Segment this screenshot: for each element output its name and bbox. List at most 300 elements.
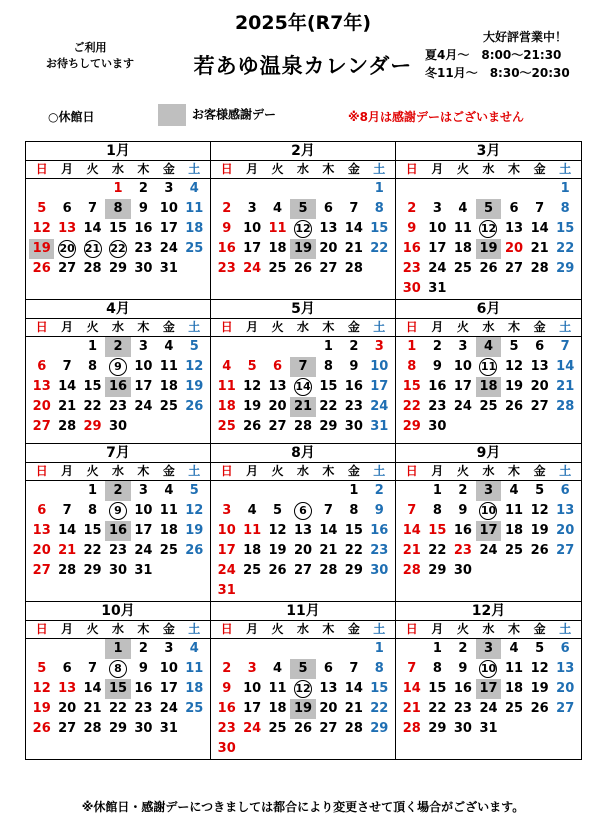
weekday-label: 木 xyxy=(508,464,521,478)
empty-cell xyxy=(214,179,239,199)
week-row xyxy=(396,397,581,417)
weekday-header xyxy=(396,161,581,179)
legend-thanks xyxy=(158,104,276,126)
day-cell: 31 xyxy=(134,563,153,578)
day-cell: 21 xyxy=(319,543,338,558)
day-cell: 27 xyxy=(32,419,51,434)
day-cell: 11 xyxy=(185,661,204,676)
weekday-header xyxy=(396,463,581,481)
greeting-line-1: ご利用 xyxy=(73,41,107,54)
day-cell: 18 xyxy=(159,523,178,538)
month-label: 11月 xyxy=(211,602,395,621)
day-cell: 7 xyxy=(349,661,359,676)
weekday-label: 水 xyxy=(482,162,495,176)
day-cell: 19 xyxy=(530,681,549,696)
weekday-header xyxy=(26,463,210,481)
month-label: 7月 xyxy=(26,444,210,463)
hours-title: 大好評営業中！ xyxy=(483,30,568,44)
weekday-header xyxy=(396,319,581,337)
month-label: 8月 xyxy=(211,444,395,463)
thanks-day-cell: 3 xyxy=(476,639,502,659)
day-cell: 5 xyxy=(189,483,199,498)
weekday-label: 金 xyxy=(533,622,546,636)
weekday-label: 土 xyxy=(373,162,386,176)
day-cell: 21 xyxy=(58,543,77,558)
day-cell: 3 xyxy=(247,661,257,676)
week-row xyxy=(211,337,395,357)
weekday-label: 水 xyxy=(296,622,309,636)
week-row xyxy=(211,719,395,739)
day-cell: 27 xyxy=(556,543,575,558)
day-cell: 31 xyxy=(217,583,236,598)
day-cell: 23 xyxy=(370,543,389,558)
week-row xyxy=(26,377,210,397)
month-label: 3月 xyxy=(396,142,581,161)
day-cell: 21 xyxy=(58,399,77,414)
week-row xyxy=(211,199,395,219)
day-cell: 25 xyxy=(479,399,498,414)
day-cell: 20 xyxy=(505,241,524,256)
day-cell: 20 xyxy=(268,399,287,414)
weekday-label: 日 xyxy=(35,464,48,478)
weekday-label: 土 xyxy=(559,162,572,176)
day-cell: 17 xyxy=(428,241,447,256)
closed-day-cell: 9 xyxy=(105,357,130,377)
week-row xyxy=(396,541,581,561)
day-cell: 31 xyxy=(159,721,178,736)
day-cell: 11 xyxy=(185,201,204,216)
weekday-label: 金 xyxy=(162,320,175,334)
weekday-label: 水 xyxy=(111,622,124,636)
day-cell: 28 xyxy=(344,261,363,276)
day-cell: 2 xyxy=(407,201,417,216)
empty-cell xyxy=(214,481,239,501)
thanks-day-cell: 5 xyxy=(290,659,315,679)
thanks-day-cell: 21 xyxy=(290,397,315,417)
week-row xyxy=(26,397,210,417)
day-cell: 4 xyxy=(164,339,174,354)
weekday-label: 木 xyxy=(322,162,335,176)
week-row xyxy=(396,179,581,199)
day-cell: 9 xyxy=(458,503,468,518)
weekday-label: 日 xyxy=(220,162,233,176)
day-cell: 28 xyxy=(556,399,575,414)
day-cell: 23 xyxy=(402,261,421,276)
weekday-header xyxy=(26,319,210,337)
day-cell: 13 xyxy=(268,379,287,394)
day-cell: 27 xyxy=(505,261,524,276)
month-8 xyxy=(211,444,396,602)
weekday-label: 月 xyxy=(246,464,259,478)
week-row xyxy=(396,239,581,259)
day-cell: 2 xyxy=(349,339,359,354)
month-12 xyxy=(396,602,581,759)
empty-cell xyxy=(501,179,527,199)
week-row xyxy=(396,719,581,739)
day-cell: 13 xyxy=(32,523,51,538)
day-cell: 9 xyxy=(138,661,148,676)
weekday-label: 土 xyxy=(188,320,201,334)
thanks-day-cell: 2 xyxy=(105,337,130,357)
day-cell: 28 xyxy=(402,563,421,578)
weekday-label: 月 xyxy=(61,320,74,334)
day-cell: 24 xyxy=(370,399,389,414)
empty-cell xyxy=(450,179,476,199)
thanks-day-cell: 8 xyxy=(105,199,130,219)
day-cell: 11 xyxy=(453,221,472,236)
day-cell: 17 xyxy=(134,379,153,394)
day-cell: 7 xyxy=(560,339,570,354)
day-cell: 18 xyxy=(217,399,236,414)
day-cell: 3 xyxy=(432,201,442,216)
weekday-label: 日 xyxy=(405,320,418,334)
empty-cell xyxy=(265,337,290,357)
day-cell: 1 xyxy=(349,483,359,498)
week-row xyxy=(26,417,210,437)
day-cell: 16 xyxy=(217,241,236,256)
day-cell: 27 xyxy=(556,701,575,716)
day-cell: 21 xyxy=(344,241,363,256)
closed-day-cell: 8 xyxy=(105,659,130,679)
empty-cell xyxy=(265,179,290,199)
day-cell: 4 xyxy=(189,641,199,656)
weekday-label: 水 xyxy=(482,464,495,478)
day-cell: 8 xyxy=(374,661,384,676)
day-cell: 14 xyxy=(344,681,363,696)
day-cell: 3 xyxy=(247,201,257,216)
legend-closed: ○休館日 xyxy=(48,110,95,124)
day-cell: 13 xyxy=(530,359,549,374)
week-row xyxy=(211,259,395,279)
weekday-label: 火 xyxy=(271,162,284,176)
august-note: ※8月は感謝デーはございません xyxy=(348,110,525,124)
day-cell: 16 xyxy=(344,379,363,394)
day-cell: 2 xyxy=(374,483,384,498)
weekday-label: 日 xyxy=(35,320,48,334)
day-cell: 30 xyxy=(108,563,128,578)
day-cell: 17 xyxy=(243,701,262,716)
day-cell: 22 xyxy=(83,543,102,558)
empty-cell xyxy=(290,179,315,199)
day-cell: 24 xyxy=(134,543,153,558)
weekday-label: 日 xyxy=(35,622,48,636)
day-cell: 8 xyxy=(374,201,384,216)
day-cell: 18 xyxy=(268,701,287,716)
weekday-label: 水 xyxy=(111,320,124,334)
empty-cell xyxy=(54,481,79,501)
week-row xyxy=(211,739,395,759)
week-row xyxy=(26,541,210,561)
day-cell: 4 xyxy=(247,503,257,518)
day-cell: 1 xyxy=(323,339,333,354)
day-cell: 23 xyxy=(108,399,128,414)
week-row xyxy=(26,639,210,659)
weekday-label: 火 xyxy=(456,162,469,176)
day-cell: 3 xyxy=(222,503,232,518)
day-cell: 30 xyxy=(370,563,389,578)
day-cell: 4 xyxy=(273,661,283,676)
day-cell: 16 xyxy=(217,701,236,716)
day-cell: 16 xyxy=(134,221,153,236)
week-row xyxy=(26,219,210,239)
day-cell: 10 xyxy=(134,503,153,518)
day-cell: 1 xyxy=(374,641,384,656)
empty-cell xyxy=(29,337,54,357)
week-row xyxy=(26,199,210,219)
empty-cell xyxy=(214,337,239,357)
day-cell: 6 xyxy=(560,641,570,656)
weekday-label: 木 xyxy=(137,622,150,636)
day-cell: 12 xyxy=(268,523,287,538)
day-cell: 14 xyxy=(319,523,338,538)
day-cell: 9 xyxy=(138,201,148,216)
day-cell: 7 xyxy=(535,201,545,216)
empty-cell xyxy=(341,179,366,199)
weekday-label: 月 xyxy=(246,320,259,334)
day-cell: 30 xyxy=(428,419,447,434)
day-cell: 4 xyxy=(189,181,199,196)
weekday-label: 土 xyxy=(188,162,201,176)
day-cell: 8 xyxy=(407,359,417,374)
weekday-label: 火 xyxy=(271,320,284,334)
day-cell: 25 xyxy=(159,543,178,558)
week-row xyxy=(26,659,210,679)
day-cell: 25 xyxy=(268,721,287,736)
empty-cell xyxy=(239,179,264,199)
month-label: 2月 xyxy=(211,142,395,161)
day-cell: 8 xyxy=(88,503,98,518)
week-row xyxy=(211,179,395,199)
day-cell: 22 xyxy=(83,399,102,414)
closed-day-cell: 12 xyxy=(290,679,315,699)
day-cell: 11 xyxy=(268,681,287,696)
week-row xyxy=(211,659,395,679)
day-cell: 15 xyxy=(83,379,102,394)
week-row xyxy=(211,561,395,581)
thanks-day-cell: 16 xyxy=(105,377,130,397)
month-label: 5月 xyxy=(211,300,395,319)
day-cell: 5 xyxy=(37,201,47,216)
month-7 xyxy=(26,444,211,602)
day-cell: 17 xyxy=(159,221,178,236)
closed-day-cell: 10 xyxy=(476,659,502,679)
page-title: 2025年(R7年) xyxy=(234,12,372,34)
empty-cell xyxy=(265,639,290,659)
day-cell: 24 xyxy=(134,399,153,414)
weekday-label: 火 xyxy=(86,162,99,176)
thanks-day-cell: 2 xyxy=(105,481,130,501)
day-cell: 21 xyxy=(530,241,549,256)
day-cell: 8 xyxy=(560,201,570,216)
week-row xyxy=(211,501,395,521)
day-cell: 3 xyxy=(374,339,384,354)
thanks-day-cell: 15 xyxy=(105,679,130,699)
month-label: 1月 xyxy=(26,142,210,161)
weekday-label: 木 xyxy=(508,320,521,334)
thanks-day-cell: 17 xyxy=(476,521,502,541)
day-cell: 29 xyxy=(83,563,102,578)
week-row xyxy=(396,199,581,219)
week-row xyxy=(396,521,581,541)
day-cell: 17 xyxy=(453,379,472,394)
day-cell: 1 xyxy=(88,483,98,498)
week-row xyxy=(211,357,395,377)
week-row xyxy=(396,679,581,699)
weekday-label: 木 xyxy=(508,162,521,176)
weekday-label: 日 xyxy=(220,622,233,636)
weekday-label: 火 xyxy=(456,320,469,334)
empty-cell xyxy=(239,481,264,501)
day-cell: 24 xyxy=(217,563,236,578)
thanks-day-cell: 3 xyxy=(476,481,502,501)
day-cell: 19 xyxy=(243,399,262,414)
day-cell: 26 xyxy=(293,261,313,276)
week-row xyxy=(396,501,581,521)
day-cell: 2 xyxy=(458,483,468,498)
weekday-label: 金 xyxy=(533,162,546,176)
thanks-day-cell: 1 xyxy=(105,639,130,659)
month-6 xyxy=(396,300,581,444)
day-cell: 28 xyxy=(58,563,77,578)
day-cell: 22 xyxy=(370,701,389,716)
day-cell: 20 xyxy=(556,523,575,538)
week-row xyxy=(396,219,581,239)
week-row xyxy=(26,679,210,699)
day-cell: 10 xyxy=(370,359,389,374)
day-cell: 24 xyxy=(159,701,178,716)
thanks-day-cell: 17 xyxy=(476,679,502,699)
day-cell: 9 xyxy=(222,221,232,236)
closed-day-cell: 12 xyxy=(290,219,315,239)
week-row xyxy=(26,521,210,541)
month-3 xyxy=(396,142,581,300)
day-cell: 7 xyxy=(349,201,359,216)
day-cell: 9 xyxy=(349,359,359,374)
weekday-label: 月 xyxy=(431,464,444,478)
day-cell: 19 xyxy=(268,543,287,558)
weekday-label: 土 xyxy=(559,622,572,636)
week-row xyxy=(211,481,395,501)
day-cell: 24 xyxy=(453,399,472,414)
weekday-label: 水 xyxy=(296,464,309,478)
weekday-label: 土 xyxy=(188,464,201,478)
week-row xyxy=(211,377,395,397)
day-cell: 18 xyxy=(159,379,178,394)
day-cell: 11 xyxy=(505,661,524,676)
day-cell: 10 xyxy=(217,523,236,538)
day-cell: 15 xyxy=(428,681,447,696)
day-cell: 21 xyxy=(344,701,363,716)
week-row xyxy=(211,397,395,417)
day-cell: 16 xyxy=(402,241,421,256)
thanks-day-cell: 19 xyxy=(290,239,315,259)
empty-cell xyxy=(290,481,315,501)
thanks-day-cell: 4 xyxy=(476,337,502,357)
day-cell: 11 xyxy=(243,523,262,538)
week-row xyxy=(396,357,581,377)
day-cell: 8 xyxy=(349,503,359,518)
day-cell: 25 xyxy=(505,701,524,716)
weekday-label: 日 xyxy=(220,464,233,478)
day-cell: 27 xyxy=(530,399,549,414)
day-cell: 24 xyxy=(428,261,447,276)
day-cell: 25 xyxy=(453,261,472,276)
month-9 xyxy=(396,444,581,602)
day-cell: 2 xyxy=(458,641,468,656)
weekday-label: 金 xyxy=(162,622,175,636)
day-cell: 19 xyxy=(185,523,204,538)
day-cell: 16 xyxy=(134,681,153,696)
weekday-label: 金 xyxy=(162,464,175,478)
empty-cell xyxy=(341,639,366,659)
weekday-label: 木 xyxy=(137,162,150,176)
day-cell: 27 xyxy=(58,261,77,276)
day-cell: 15 xyxy=(83,523,102,538)
day-cell: 29 xyxy=(108,721,128,736)
empty-cell xyxy=(29,481,54,501)
closed-day-cell: 6 xyxy=(290,501,315,521)
day-cell: 28 xyxy=(319,563,338,578)
day-cell: 14 xyxy=(58,523,77,538)
day-cell: 30 xyxy=(217,741,236,756)
day-cell: 17 xyxy=(243,241,262,256)
day-cell: 14 xyxy=(402,523,421,538)
day-cell: 3 xyxy=(164,181,174,196)
day-cell: 16 xyxy=(453,681,472,696)
closed-day-cell: 9 xyxy=(105,501,130,521)
month-4 xyxy=(26,300,211,444)
day-cell: 21 xyxy=(83,701,102,716)
day-cell: 17 xyxy=(370,379,389,394)
day-cell: 27 xyxy=(319,721,338,736)
day-cell: 3 xyxy=(138,483,148,498)
month-label: 10月 xyxy=(26,602,210,621)
day-cell: 6 xyxy=(323,201,333,216)
day-cell: 31 xyxy=(428,281,447,296)
weekday-label: 火 xyxy=(271,622,284,636)
legend-thanks-label: お客様感謝デー xyxy=(192,107,277,122)
week-row xyxy=(26,337,210,357)
day-cell: 20 xyxy=(58,701,77,716)
day-cell: 13 xyxy=(32,379,51,394)
empty-cell xyxy=(316,481,341,501)
month-label: 4月 xyxy=(26,300,210,319)
day-cell: 26 xyxy=(530,543,549,558)
day-cell: 27 xyxy=(32,563,51,578)
month-10 xyxy=(26,602,211,759)
day-cell: 2 xyxy=(432,339,442,354)
day-cell: 3 xyxy=(138,339,148,354)
weekday-label: 金 xyxy=(347,320,360,334)
weekday-label: 金 xyxy=(347,622,360,636)
day-cell: 27 xyxy=(319,261,338,276)
day-cell: 1 xyxy=(113,181,123,196)
day-cell: 12 xyxy=(243,379,262,394)
thanks-day-cell: 5 xyxy=(476,199,502,219)
day-cell: 10 xyxy=(243,221,262,236)
footer-note: ※休館日・感謝デーにつきましては都合により変更させて頂く場合がございます。 xyxy=(81,800,525,814)
weekday-header xyxy=(211,161,395,179)
closed-day-cell: 22 xyxy=(105,239,130,259)
empty-cell xyxy=(290,639,315,659)
week-row xyxy=(26,699,210,719)
day-cell: 25 xyxy=(185,701,204,716)
day-cell: 29 xyxy=(428,721,447,736)
weekday-label: 月 xyxy=(61,464,74,478)
day-cell: 23 xyxy=(134,701,153,716)
empty-cell xyxy=(265,481,290,501)
day-cell: 18 xyxy=(505,523,524,538)
